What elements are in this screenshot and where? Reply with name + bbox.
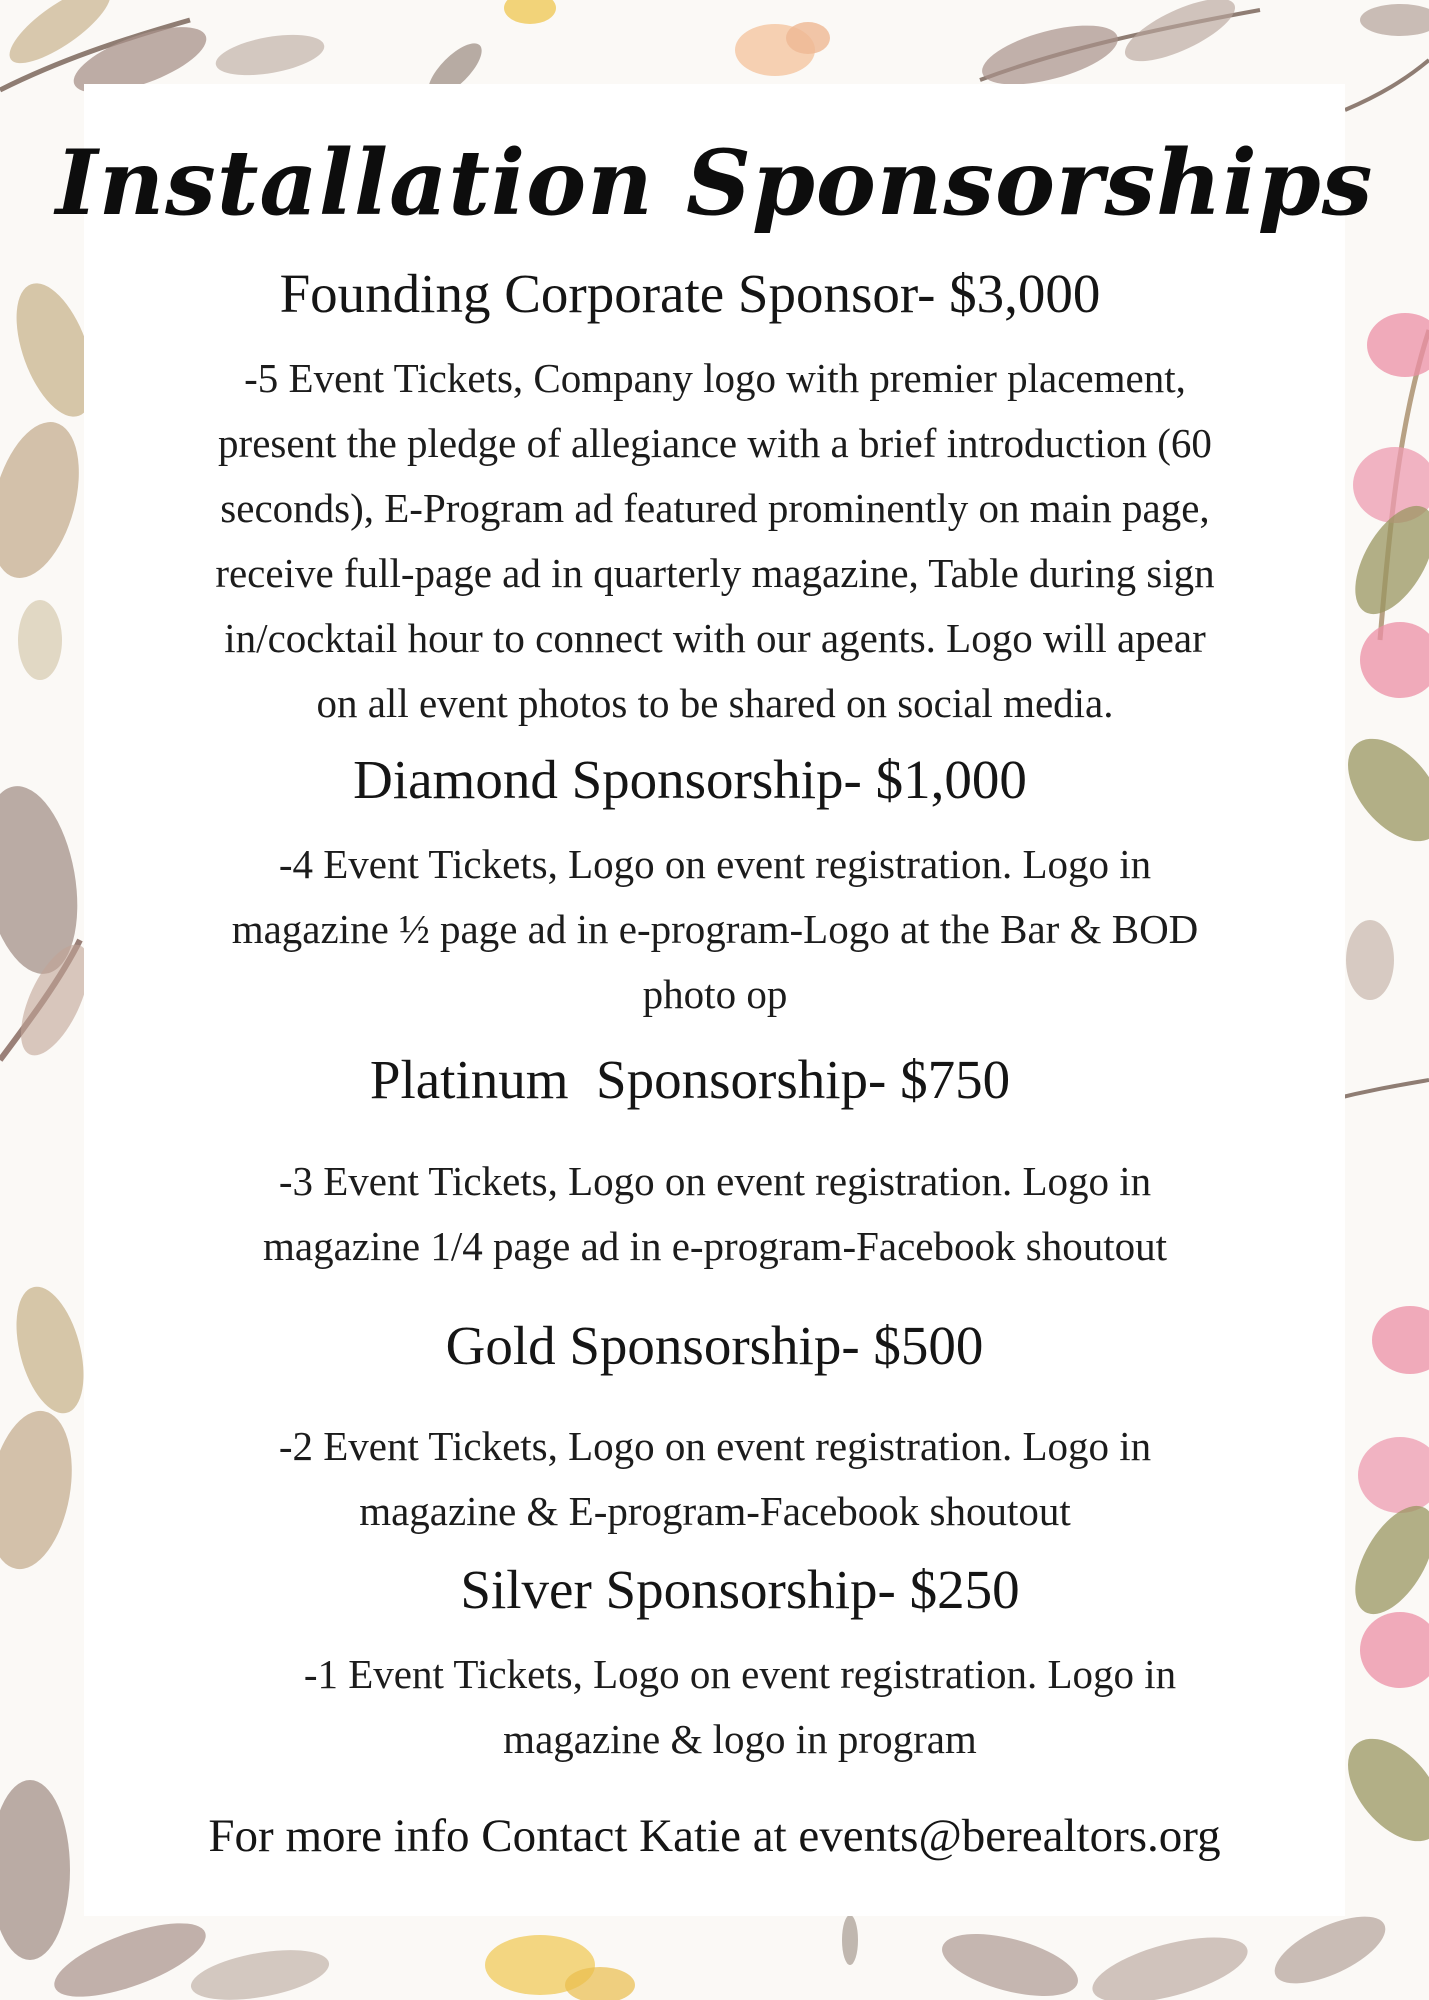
tier-heading-platinum: Platinum Sponsorship- $750 bbox=[369, 1049, 1011, 1110]
description-line: magazine ½ page ad in e-program-Logo at the Bar & BOD bbox=[231, 906, 1199, 952]
description-line: photo op bbox=[642, 971, 788, 1017]
tier-description-founding bbox=[110, 346, 1320, 736]
description-line: receive full-page ad in quarterly magazine, Table during sign bbox=[215, 550, 1215, 596]
tier-heading-founding: Founding Corporate Sponsor- $3,000 bbox=[279, 263, 1101, 324]
tier-heading-diamond: Diamond Sponsorship- $1,000 bbox=[353, 749, 1027, 810]
description-line: magazine 1/4 page ad in e-program-Facebook shoutout bbox=[263, 1223, 1167, 1269]
tier-heading-silver: Silver Sponsorship- $250 bbox=[460, 1559, 1020, 1620]
description-line: -1 Event Tickets, Logo on event registration. Logo in bbox=[303, 1651, 1177, 1697]
description-line: -4 Event Tickets, Logo on event registration. Logo in bbox=[278, 841, 1152, 887]
description-line: in/cocktail hour to connect with our agents. Logo will apear bbox=[224, 615, 1206, 661]
description-line: present the pledge of allegiance with a brief introduction (60 bbox=[218, 420, 1212, 466]
page-title: Installation Sponsorships bbox=[55, 130, 1374, 236]
tier-description-silver bbox=[140, 1642, 1340, 1772]
tier-description-gold bbox=[110, 1414, 1320, 1544]
tier-description-diamond bbox=[110, 832, 1320, 1027]
flower-icon bbox=[504, 0, 830, 76]
leaf-branch-icon bbox=[46, 1903, 1395, 2000]
description-line: -2 Event Tickets, Logo on event registration. Logo in bbox=[278, 1423, 1152, 1469]
description-line: magazine & E-program-Facebook shoutout bbox=[359, 1488, 1071, 1534]
contact-info: For more info Contact Katie at events@berealtors.org bbox=[208, 1810, 1221, 1862]
description-line: -5 Event Tickets, Company logo with premier placement, bbox=[244, 355, 1186, 401]
description-line: -3 Event Tickets, Logo on event registration. Logo in bbox=[278, 1158, 1152, 1204]
tier-description-platinum bbox=[110, 1149, 1320, 1279]
description-line: on all event photos to be shared on social media. bbox=[316, 680, 1114, 726]
description-line: seconds), E-Program ad featured prominently on main page, bbox=[220, 485, 1210, 531]
tier-heading-gold: Gold Sponsorship- $500 bbox=[445, 1315, 984, 1376]
description-line: magazine & logo in program bbox=[503, 1716, 977, 1762]
